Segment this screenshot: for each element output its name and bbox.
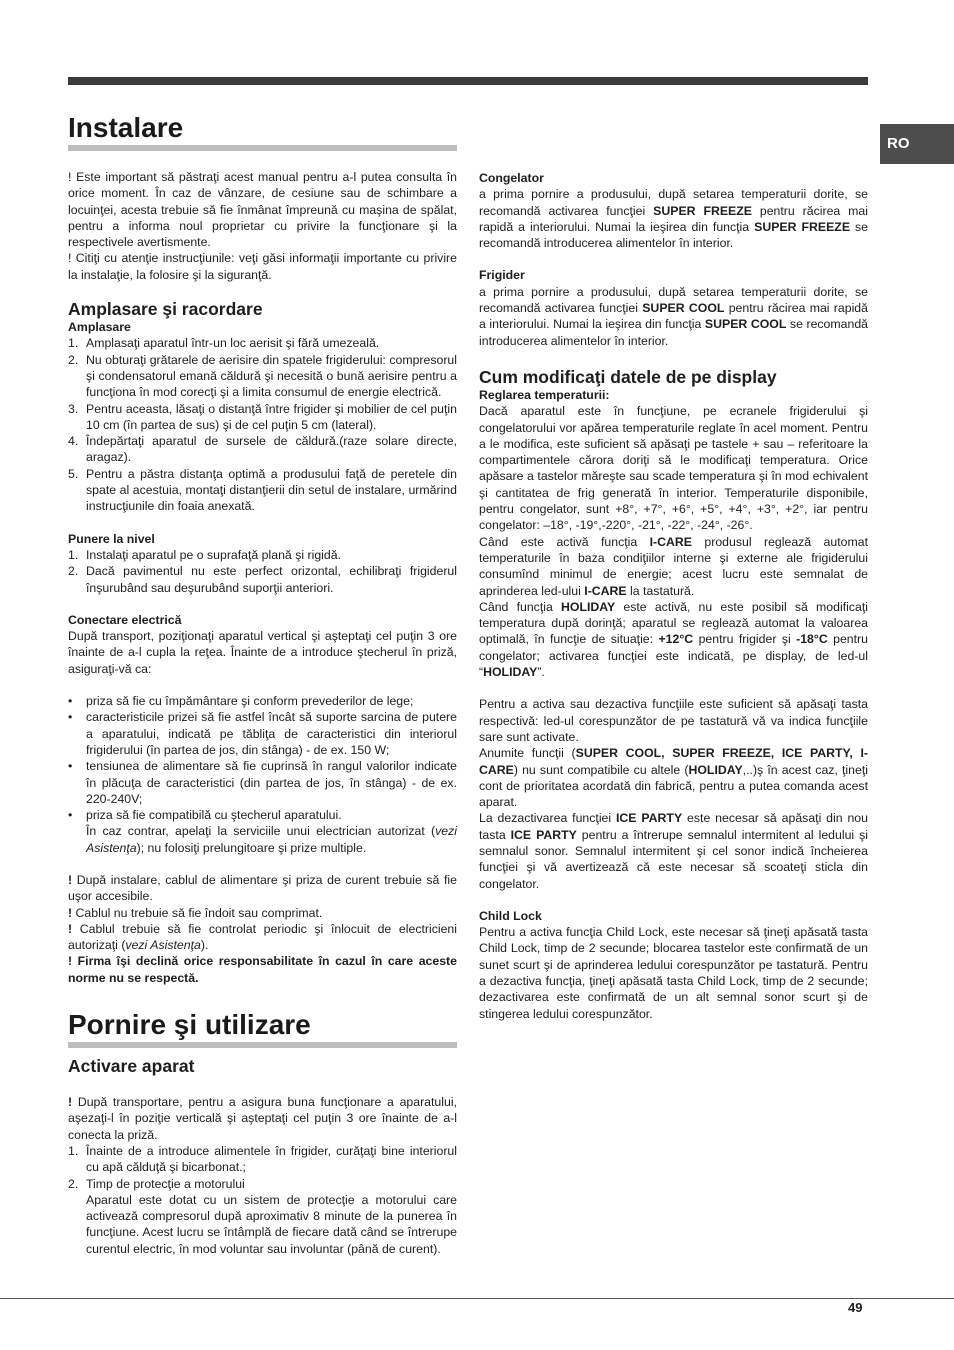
list-text: Îndepărtaţi aparatul de sursele de căldură.(raze solare directe, aragaz). bbox=[86, 434, 457, 465]
activare-intro: ! După transportare, pentru a asigura buna funcţionare a aparatului, aşezaţi-l în poziţie verticală şi aşteptaţi cel puţin 3 ore înainte de a-l conecta la priză. bbox=[68, 1095, 457, 1142]
list-text: Pentru aceasta, lăsaţi o distanţă între frigider şi mobilier de cel puţin 10 cm (în partea de sus) şi de cel puţin 5 cm (lateral). bbox=[86, 401, 457, 432]
section-title-instalare: Instalare bbox=[68, 112, 457, 151]
conectare-subtitle: Conectare electrică bbox=[68, 612, 182, 627]
list-item bbox=[68, 433, 457, 466]
list-item bbox=[68, 547, 457, 563]
ice-party-text: La dezactivarea funcţiei ICE PARTY este necesar să apăsaţi din nou tasta ICE PARTY pentru a întrerupe semnalul intermitent al ledului şi semnalul sonor. Semnalul intermitent şi cel sonor indică încheierea funcţiei şi vă avertizează că este necesar să scoateţi sticla din congelator. bbox=[479, 811, 868, 891]
subsection-title-display: Cum modificaţi datele de pe display bbox=[479, 366, 777, 387]
frigider-text: a prima pornire a produsului, după setarea temperaturii dorite, se recomandă activarea funcţiei SUPER COOL pentru răcirea mai rapidă a interiorului. Numai la ieşirea din funcţia SUPER COOL se recomandă introducerea alimentelor în interior. bbox=[479, 284, 868, 348]
list-number: 2. bbox=[68, 564, 79, 579]
list-text: Nu obturaţi grătarele de aerisire din spatele frigiderului: compresorul şi condensatorul emană căldură şi necesită o bună aerisire pentru a funcţiona în mod corecţi şi a limita consumul de energie electrică. bbox=[86, 352, 457, 400]
nivel-list bbox=[68, 547, 457, 596]
list-number: 5. bbox=[68, 466, 79, 481]
reglare-subtitle: Reglarea temperaturii: bbox=[479, 387, 610, 402]
page-number: 49 bbox=[848, 1300, 863, 1315]
activate-functions-text: Pentru a activa sau dezactiva funcţiile este suficient să apăsaţi tasta respectivă: led-ul corespunzător de pe tastatură vă va indica funcţiile sare sunt activate. bbox=[479, 697, 868, 744]
list-item bbox=[68, 563, 457, 596]
list-number: 2. bbox=[68, 1176, 79, 1191]
list-item bbox=[68, 335, 457, 351]
list-text: Instalaţi aparatul pe o suprafaţă plană şi rigidă. bbox=[86, 547, 341, 562]
intro-paragraph-2: ! Citiţi cu atenţie instrucţiunile: veţi găsi informaţii importante cu privire la instalaţie, la folosire şi la siguranţă. bbox=[68, 251, 457, 282]
list-text: Timp de protecţie a motorului bbox=[86, 1176, 245, 1191]
bullet-text: priza să fie cu împământare şi conform prevederilor de lege; bbox=[86, 694, 414, 709]
list-number: 1. bbox=[68, 336, 79, 351]
list-item bbox=[68, 1143, 457, 1176]
note-accesibile: ! După instalare, cablul de alimentare şi priza de curent trebuie să fie uşor accesibile. bbox=[68, 872, 457, 904]
right-column bbox=[479, 170, 868, 1022]
bullet-text: tensiunea de alimentare să fie cuprinsă în rangul valorilor indicate în plăcuţa de caracteristici (din partea de jos, în stânga) - de ex. 220-240V; bbox=[86, 759, 457, 806]
holiday-text: Când funcţia HOLIDAY este activă, nu este posibil să modificaţi temperatura după dorinţă; aparatul se reglează automat la valoarea optimală, în funcţie de situaţie: +12°C pentru frigider şi -18°C pentru congelator; activarea funcţiei este indicată, pe display, de led-ul “HOLIDAY”. bbox=[479, 599, 868, 680]
contrar-text-end: ); nu folosiţi prelungitoare şi prize multiple. bbox=[136, 840, 367, 855]
list-text: Dacă pavimentul nu este perfect orizontal, echilibraţi frigiderul înşurubând sau deşurubând suporţii anteriori. bbox=[86, 564, 457, 595]
conectare-bullets bbox=[68, 693, 457, 856]
childlock-subtitle: Child Lock bbox=[479, 908, 542, 923]
amplasare-subtitle: Amplasare bbox=[68, 320, 131, 335]
activare-list bbox=[68, 1143, 457, 1257]
note-controlat: ! Cablul trebuie să fie controlat periodic şi înlocuit de electricieni autorizaţi (vezi Asistenţa). bbox=[68, 921, 457, 953]
amplasare-list bbox=[68, 335, 457, 514]
list-text: Pentru a păstra distanţa optimă a produsului faţă de peretele din spate al acestuia, montaţi distanţierii din setul de instalare, urmărind instrucţiunile din foaia anexată. bbox=[86, 466, 457, 514]
note-responsabilitate: ! Firma îşi declină orice responsabilitate în cazul în care aceste norme nu se respectă. bbox=[68, 954, 457, 985]
icare-text: Când este activă funcţia I-CARE produsul reglează automat temperaturile în baza condiţiilor interne şi externe ale frigiderului consumînd minimul de energie; acest lucru este semnalat de aprinderea led-ului I-CARE la tastatură. bbox=[479, 534, 868, 598]
list-number: 1. bbox=[68, 1143, 79, 1158]
list-number: 3. bbox=[68, 401, 79, 416]
compatibility-text: Anumite funcţii (SUPER COOL, SUPER FREEZE, ICE PARTY, I-CARE) nu sunt compatibile cu altele (HOLIDAY,..)ş în acest caz, ţineţi cont de prioritatea acordată din fabrică, pentru a putea comanda acest aparat. bbox=[479, 746, 868, 810]
note-indoit: ! Cablul nu trebuie să fie îndoit sau comprimat. bbox=[68, 905, 323, 920]
contrar-text: În caz contrar, apelaţi la serviciile unui electrician autorizat ( bbox=[86, 824, 436, 839]
top-bar bbox=[68, 77, 868, 85]
bullet-text: priza să fie compatibilă cu ştecherul aparatului. bbox=[86, 808, 342, 823]
bullet-icon: • bbox=[68, 710, 73, 725]
nivel-subtitle: Punere la nivel bbox=[68, 531, 155, 546]
childlock-text: Pentru a activa funcţia Child Lock, este necesar să ţineţi apăsată tasta Child Lock, timp de 2 secunde; blocarea tastelor este confirmată de un sunet scurt şi de aprinderea ledului corespunzător pe tastatură. Pentru a dezactiva funcţia, ţineţi apăsată tasta Child Lock, timp de 2 secunde; dezactivarea este confirmată de un alt semnal sonor scurt şi de stingerea ledului corespunzător. bbox=[479, 925, 868, 1021]
list-number: 1. bbox=[68, 547, 79, 562]
list-item bbox=[68, 466, 457, 515]
bullet-text: caracteristicile prizei să fie astfel încât să suporte sarcina de putere a aparatului, indicată pe tăbliţa de caracteristici din interiorul frigiderului (în partea de jos, din stânga) - de ex. 150 W; bbox=[86, 710, 457, 757]
asistenta-ref: vezi Asistenţa bbox=[86, 824, 457, 855]
list-item bbox=[68, 352, 457, 401]
subsection-title-amplasare: Amplasare şi racordare bbox=[68, 299, 263, 320]
motor-protection-text: Aparatul este dotat cu un sistem de protecţie a motorului care activează compresorul după aproximativ 8 minute de la punerea în funcţiune. Acest lucru se întâmplă de fiecare dată când se întrerupe curentul electric, în mod voluntar sau involuntar (până de curent). bbox=[86, 1192, 457, 1256]
left-column bbox=[68, 112, 457, 1257]
bullet-item bbox=[68, 693, 457, 709]
congelator-text: a prima pornire a produsului, după setarea temperaturii dorite, se recomandă activarea funcţiei SUPER FREEZE pentru răcirea mai rapidă a interiorului. Numai la ieşirea din funcţia SUPER FREEZE se recomandă introducerea alimentelor în interior. bbox=[479, 187, 869, 251]
frigider-subtitle: Frigider bbox=[479, 268, 525, 283]
bullet-item bbox=[68, 709, 457, 758]
list-number: 2. bbox=[68, 352, 79, 367]
list-text: Amplasaţi aparatul într-un loc aerisit şi fără umezeală. bbox=[86, 336, 380, 351]
congelator-subtitle: Congelator bbox=[479, 171, 544, 185]
list-item bbox=[68, 1176, 457, 1257]
list-text: Înainte de a introduce alimentele în frigider, curăţaţi bine interiorul cu apă călduţă şi bicarbonat.; bbox=[86, 1143, 457, 1175]
bullet-item bbox=[68, 758, 457, 807]
intro-paragraph-1: ! Este important să păstraţi acest manual pentru a-l putea consulta în orice moment. În caz de vânzare, de cesiune sau de schimbare a locuinţei, acesta trebuie să fie înmânat împreună cu maşina de spălat, pentru a informa noul proprietar cu privire la funcţionare şi la respectivele avertismente. bbox=[68, 170, 457, 250]
section-title-pornire: Pornire şi utilizare bbox=[68, 1009, 457, 1048]
reglare-text: Dacă aparatul este în funcţiune, pe ecranele frigiderului şi congelatorului vor apărea temperaturile reglate în acel moment. Pentru a le modifica, este suficient să apăsaţi pe tastele + sau – referitoare la compartimentele cărora doriţi să le modificaţi temperatura. Orice apăsare a tastelor măreşte sau scade temperatura şi în mod echivalent şi cantitatea de frig generată în interior. Temperaturile disponibile, pentru congelator, sunt +8°, +7°, +6°, +5°, +4°, +3°, +2°, iar pentru congelator: –18°, -19°,-220°, -21°, -22°, -24°, -26°. bbox=[479, 404, 868, 533]
subsection-title-activare: Activare aparat bbox=[68, 1056, 195, 1077]
list-item bbox=[68, 401, 457, 434]
bullet-icon: • bbox=[68, 694, 73, 709]
footer-rule bbox=[0, 1298, 954, 1299]
bullet-icon: • bbox=[68, 808, 73, 823]
bullet-item bbox=[68, 807, 457, 856]
bullet-icon: • bbox=[68, 759, 73, 774]
language-tab: RO bbox=[880, 124, 954, 164]
list-number: 4. bbox=[68, 434, 79, 449]
conectare-intro: După transport, poziţionaţi aparatul vertical şi aşteptaţi cel puţin 3 ore înainte de a-l cupla la reţea. Înainte de a introduce ştecherul în priză, asiguraţi-vă ca: bbox=[68, 629, 457, 676]
